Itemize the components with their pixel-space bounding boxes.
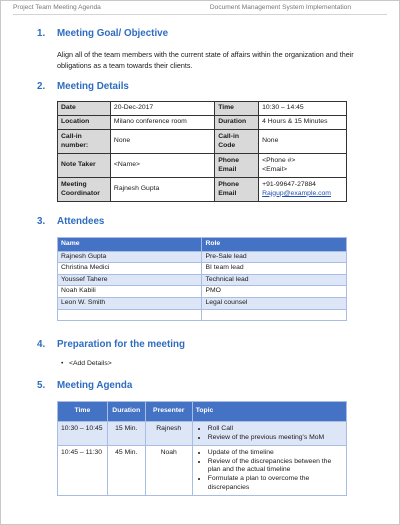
section-attendees-heading (37, 216, 105, 227)
section-number: 5. (37, 380, 46, 391)
phone-email-value (259, 154, 347, 178)
table-row (58, 251, 347, 263)
table-row (58, 446, 347, 496)
agenda-duration: 45 Min. (107, 446, 145, 496)
attendees-header-name: Name (58, 238, 202, 252)
table-row (58, 286, 347, 298)
section-number: 4. (37, 339, 46, 350)
agenda-time: 10:45 – 11:30 (58, 446, 108, 496)
agenda-time: 10:30 – 10:45 (58, 422, 108, 446)
section-number: 2. (37, 81, 46, 92)
email-placeholder: <Email> (262, 165, 288, 173)
attendee-name: Youssef Tahere (58, 274, 202, 286)
attendee-name: Rajnesh Gupta (58, 251, 202, 263)
section-title: Preparation for the meeting (57, 339, 185, 350)
attendee-role: Pre-Sale lead (202, 251, 347, 263)
table-row (58, 263, 347, 275)
bullet-icon: • (61, 360, 64, 367)
table-row (58, 274, 347, 286)
section-number: 1. (37, 28, 46, 39)
agenda-topic-item: • Review of the previous meeting's MoM (208, 434, 343, 443)
table-row (58, 297, 347, 309)
coord-phone-email-label: Phone Email (215, 178, 259, 202)
callin-code-value: None (259, 130, 347, 154)
agenda-presenter: Noah (145, 446, 192, 496)
coord-phone-email-value (259, 178, 347, 202)
section-title: Meeting Goal/ Objective (57, 28, 169, 39)
agenda-header-duration: Duration (107, 402, 145, 422)
header-divider (13, 14, 387, 15)
agenda-topic-item: • Update of the timeline (208, 449, 343, 458)
coordinator-value: Rajnesh Gupta (110, 178, 214, 202)
section-objective-heading (37, 28, 169, 39)
time-label: Time (215, 102, 259, 116)
section-number: 3. (37, 216, 46, 227)
location-value: Milano conference room (110, 116, 214, 130)
section-preparation-heading (37, 339, 185, 350)
agenda-topic-item: • Formulate a plan to overcome the discrepancies (208, 475, 343, 492)
callin-number-value: None (110, 130, 214, 154)
section-title: Meeting Agenda (57, 380, 133, 391)
preparation-item (61, 360, 112, 367)
section-details-heading (37, 81, 129, 92)
duration-label: Duration (215, 116, 259, 130)
agenda-header-topic: Topic (192, 402, 346, 422)
preparation-text: <Add Details> (69, 360, 112, 367)
agenda-topic-item: • Review of the discrepancies between the plan and the actual timeline (208, 458, 343, 475)
phone-placeholder: <Phone #> (262, 156, 296, 164)
attendee-role (202, 309, 347, 320)
table-row (58, 422, 347, 446)
section-title: Meeting Details (57, 81, 129, 92)
agenda-duration: 15 Min. (107, 422, 145, 446)
attendee-name: Christina Medici (58, 263, 202, 275)
section-title: Attendees (57, 216, 105, 227)
callin-code-label: Call-in Code (215, 130, 259, 154)
duration-value: 4 Hours & 15 Minutes (259, 116, 347, 130)
meeting-details-table (57, 101, 347, 202)
phone-email-label: Phone Email (215, 154, 259, 178)
note-taker-value: <Name> (110, 154, 214, 178)
attendee-name: Leon W. Smith (58, 297, 202, 309)
agenda-presenter: Rajnesh (145, 422, 192, 446)
agenda-table (57, 401, 347, 496)
attendee-role: PMO (202, 286, 347, 298)
attendees-table (57, 237, 347, 321)
attendee-role: Legal counsel (202, 297, 347, 309)
attendees-header-role: Role (202, 238, 347, 252)
callin-number-label: Call-in number: (58, 130, 111, 154)
coordinator-phone: +91-99647-27884 (262, 180, 316, 188)
header-right-title: Document Management System Implementation (209, 4, 351, 11)
agenda-topics (192, 446, 346, 496)
header-left-title: Project Team Meeting Agenda (13, 4, 101, 11)
attendee-name: Noah Kabili (58, 286, 202, 298)
date-value: 20-Dec-2017 (110, 102, 214, 116)
agenda-topics (192, 422, 346, 446)
attendee-role: BI team lead (202, 263, 347, 275)
date-label: Date (58, 102, 111, 116)
agenda-topic-item: • Roll Call (208, 425, 343, 434)
coordinator-label: Meeting Coordinator (58, 178, 111, 202)
table-row (58, 309, 347, 320)
objective-text: Align all of the team members with the current state of affairs within the organization and their obligations as a team towards their clients. (57, 50, 354, 70)
coordinator-email-link[interactable]: Rajgup@example.com (262, 189, 331, 197)
time-value: 10:30 – 14:45 (259, 102, 347, 116)
section-agenda-heading (37, 380, 133, 391)
note-taker-label: Note Taker (58, 154, 111, 178)
agenda-header-time: Time (58, 402, 108, 422)
location-label: Location (58, 116, 111, 130)
agenda-header-presenter: Presenter (145, 402, 192, 422)
attendee-role: Technical lead (202, 274, 347, 286)
attendee-name (58, 309, 202, 320)
